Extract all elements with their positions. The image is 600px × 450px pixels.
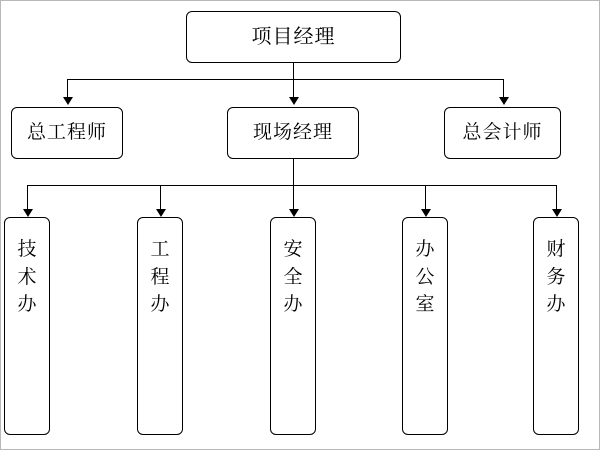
connector-level3-drop-1	[27, 185, 28, 209]
connector-level3-drop-2	[160, 185, 161, 209]
arrow-level3-4	[421, 209, 431, 217]
connector-bus-level2	[67, 79, 503, 80]
node-label: 办公室	[415, 239, 435, 316]
node-label: 财务办	[546, 239, 566, 316]
node-tech-office	[4, 217, 50, 435]
connector-level2-right-drop	[503, 79, 504, 97]
connector-level3-drop-5	[556, 185, 557, 209]
node-label: 项目经理	[251, 25, 336, 48]
arrow-level3-2	[156, 209, 166, 217]
node-label: 总工程师	[26, 122, 107, 144]
connector-level2-mid-drop	[293, 79, 294, 97]
node-label: 技术办	[17, 239, 37, 316]
connector-site-manager-down	[293, 159, 294, 185]
node-label: 安全办	[283, 239, 303, 316]
node-label: 总会计师	[462, 122, 543, 144]
connector-level2-left-drop	[67, 79, 68, 97]
node-label: 工程办	[150, 239, 170, 316]
arrow-level3-5	[552, 209, 562, 217]
node-safety-office	[270, 217, 316, 435]
connector-level3-drop-4	[425, 185, 426, 209]
node-engineering-office	[137, 217, 183, 435]
connector-bus-level3	[27, 185, 556, 186]
node-chief-accountant	[444, 107, 561, 159]
node-chief-engineer	[11, 107, 123, 159]
arrow-level2-left	[63, 97, 73, 105]
arrow-level2-mid	[289, 97, 299, 105]
arrow-level3-1	[23, 209, 33, 217]
node-finance-office	[533, 217, 579, 435]
arrow-level2-right	[499, 97, 509, 105]
node-site-manager	[227, 107, 359, 159]
node-label: 现场经理	[252, 122, 333, 144]
connector-level3-drop-3	[293, 185, 294, 209]
node-project-manager	[186, 11, 401, 63]
connector-pm-down	[293, 63, 294, 79]
arrow-level3-3	[289, 209, 299, 217]
node-admin-office	[402, 217, 448, 435]
